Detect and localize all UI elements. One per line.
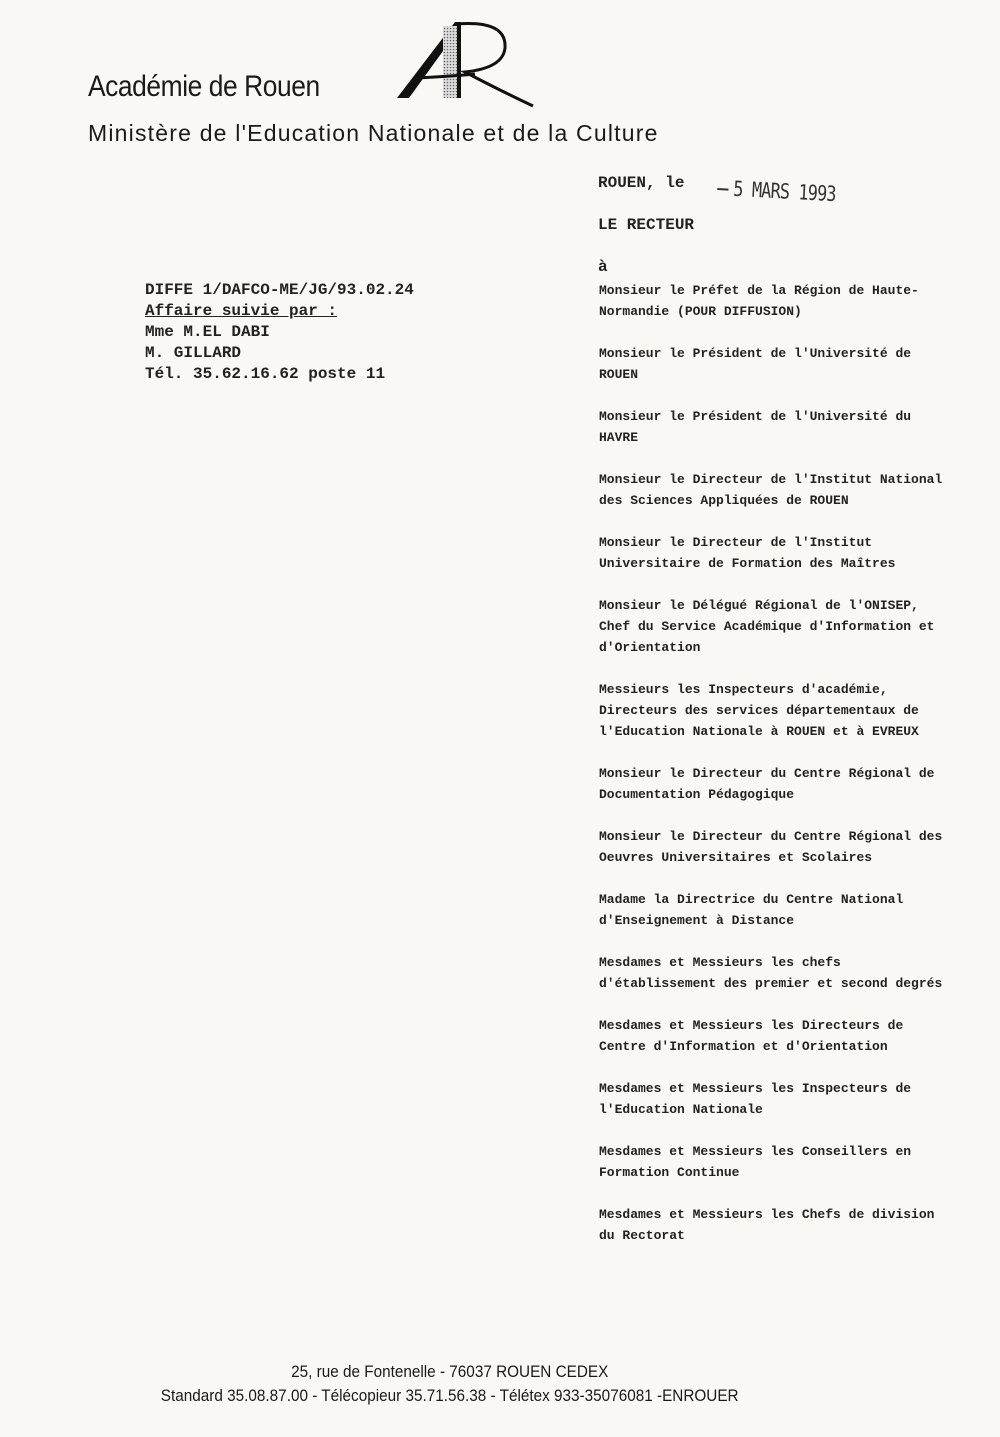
contact-name-1: Mme M.EL DABI xyxy=(145,323,270,341)
recipient-item: Monsieur le Président de l'Université de ROUEN xyxy=(599,346,912,382)
recipient-item: Mesdames et Messieurs les Conseillers en Formation Continue xyxy=(599,1144,912,1180)
addressee-preposition: à xyxy=(598,258,608,276)
reference-code: DIFFE 1/DAFCO-ME/JG/93.02.24 xyxy=(145,281,414,299)
bleed-through-line xyxy=(620,142,628,157)
academie-rouen-logo-icon xyxy=(395,18,535,110)
recipient-list xyxy=(599,280,949,1267)
contact-name-2: M. GILLARD xyxy=(145,344,242,362)
footer-contacts: Standard 35.08.87.00 - Télécopieur 35.71.56.38 - Télétex 933-35076081 -ENROUER xyxy=(160,1386,739,1405)
recipient-item: Mesdames et Messieurs les Directeurs de Centre d'Information et d'Orientation xyxy=(599,1018,904,1054)
recipient-item: Monsieur le Directeur du Centre Régional des Oeuvres Universitaires et Scolaires xyxy=(599,829,943,865)
recipient-item: Mesdames et Messieurs les Chefs de division du Rectorat xyxy=(599,1207,935,1243)
recipient-item: Monsieur le Délégué Régional de l'ONISEP, Chef du Service Académique d'Information et d'Orientation xyxy=(599,598,935,655)
date-stamp-text: 5 MARS 1993 xyxy=(732,176,837,207)
place-date-label: ROUEN, le xyxy=(598,174,685,192)
recipient-item: Madame la Directrice du Centre National d'Enseignement à Distance xyxy=(599,892,904,928)
recipient-item: Monsieur le Directeur de l'Institut Universitaire de Formation des Maîtres xyxy=(599,535,896,571)
footer-address: 25, rue de Fontenelle - 76037 ROUEN CEDEX xyxy=(291,1362,609,1381)
recipient-item: Mesdames et Messieurs les Inspecteurs de l'Education Nationale xyxy=(599,1081,912,1117)
academie-title: Académie de Rouen xyxy=(88,70,320,103)
footer xyxy=(45,1360,855,1408)
recipient-item: Mesdames et Messieurs les chefs d'établissement des premier et second degrés xyxy=(599,955,943,991)
recipient-item: Monsieur le Préfet de la Région de Haute-Normandie (POUR DIFFUSION) xyxy=(599,283,919,319)
recipient-item: Monsieur le Directeur de l'Institut National des Sciences Appliquées de ROUEN xyxy=(599,472,943,508)
ministere-title: Ministère de l'Education Nationale et de la Culture xyxy=(88,120,659,146)
contact-phone: Tél. 35.62.16.62 poste 11 xyxy=(145,365,386,383)
affaire-suivie-label: Affaire suivie par : xyxy=(145,302,338,320)
date-stamp xyxy=(717,176,837,206)
recipient-item: Monsieur le Directeur du Centre Régional de Documentation Pédagogique xyxy=(599,766,935,802)
recipient-item: Monsieur le Président de l'Université du HAVRE xyxy=(599,409,912,445)
sender-title: LE RECTEUR xyxy=(598,216,695,234)
recipient-item: Messieurs les Inspecteurs d'académie, Directeurs des services départementaux de l'Education Nationale à ROUEN et à EVREUX xyxy=(599,682,919,739)
reference-block xyxy=(145,280,414,385)
